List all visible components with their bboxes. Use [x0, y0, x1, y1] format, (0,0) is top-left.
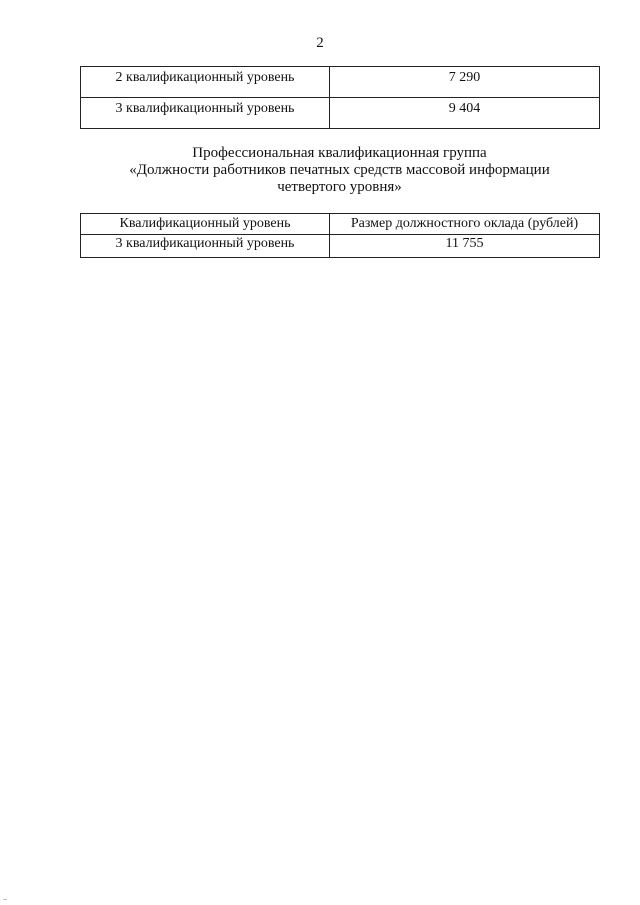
salary-table-continued — [80, 66, 600, 129]
column-header-salary: Размер должностного оклада (рублей) — [330, 214, 600, 235]
salary-cell: 7 290 — [330, 67, 600, 98]
table-row — [81, 67, 600, 98]
group-heading-line: четвертого уровня» — [277, 179, 402, 195]
qualification-level-cell: 3 квалификационный уровень — [81, 98, 330, 129]
scan-artifact-dots: .. — [3, 893, 7, 902]
salary-cell: 9 404 — [330, 98, 600, 129]
salary-cell: 11 755 — [330, 235, 600, 258]
professional-group-heading — [80, 145, 599, 196]
column-header-level: Квалификационный уровень — [81, 214, 330, 235]
qualification-level-cell: 3 квалификационный уровень — [81, 235, 330, 258]
group-heading-line: «Должности работников печатных средств массовой информации — [129, 162, 550, 178]
page-number: 2 — [316, 35, 324, 51]
table-header-row — [81, 214, 600, 235]
group-heading-line: Профессиональная квалификационная группа — [192, 145, 487, 161]
table-row — [81, 98, 600, 129]
salary-table-fourth-level — [80, 213, 600, 258]
qualification-level-cell: 2 квалификационный уровень — [81, 67, 330, 98]
table-row — [81, 235, 600, 258]
